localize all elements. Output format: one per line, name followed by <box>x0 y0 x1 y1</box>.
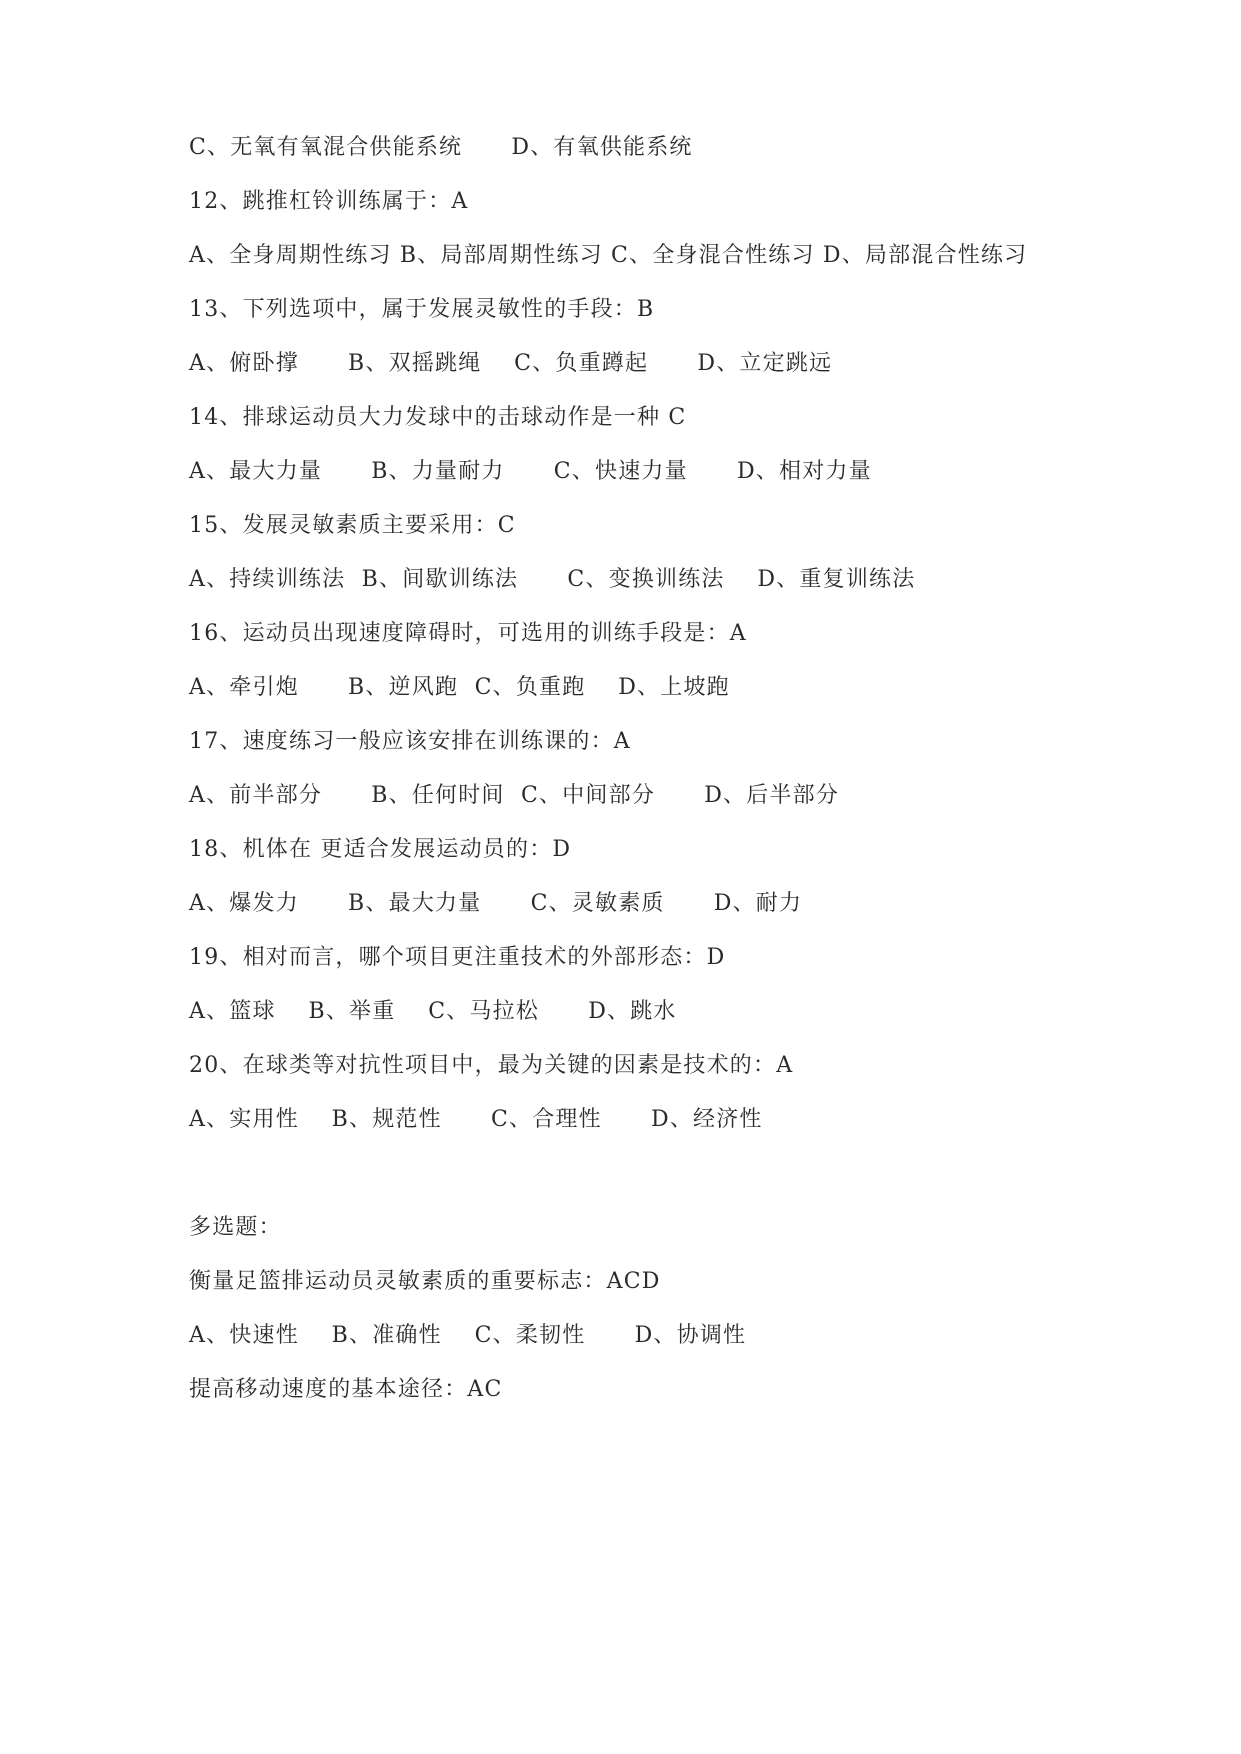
question-15: 15、发展灵敏素质主要采用：C <box>189 513 516 538</box>
q14-options: A、最大力量 B、力量耐力 C、快速力量 D、相对力量 <box>189 459 872 484</box>
q11-options-continued: C、无氧有氧混合供能系统 D、有氧供能系统 <box>189 135 693 160</box>
q20-options: A、实用性 B、规范性 C、合理性 D、经济性 <box>189 1107 763 1132</box>
q17-options: A、前半部分 B、任何时间 C、中间部分 D、后半部分 <box>189 783 840 808</box>
section-heading-multiple-choice: 多选题： <box>189 1215 282 1240</box>
question-19: 19、相对而言，哪个项目更注重技术的外部形态：D <box>189 945 726 970</box>
q19-options: A、篮球 B、举重 C、马拉松 D、跳水 <box>189 999 677 1024</box>
multi-question-2: 提高移动速度的基本途径：AC <box>189 1377 503 1402</box>
question-17: 17、速度练习一般应该安排在训练课的：A <box>189 729 631 754</box>
multi-question-1: 衡量足篮排运动员灵敏素质的重要标志：ACD <box>189 1269 661 1294</box>
question-18: 18、机体在 更适合发展运动员的：D <box>189 837 572 862</box>
question-13: 13、下列选项中，属于发展灵敏性的手段：B <box>189 297 655 322</box>
q15-options: A、持续训练法 B、间歇训练法 C、变换训练法 D、重复训练法 <box>189 567 916 592</box>
question-14: 14、排球运动员大力发球中的击球动作是一种 C <box>189 405 687 430</box>
q18-options: A、爆发力 B、最大力量 C、灵敏素质 D、耐力 <box>189 891 803 916</box>
question-12: 12、跳推杠铃训练属于：A <box>189 189 469 214</box>
q16-options: A、牵引炮 B、逆风跑 C、负重跑 D、上坡跑 <box>189 675 730 700</box>
q13-options: A、俯卧撑 B、双摇跳绳 C、负重蹲起 D、立定跳远 <box>189 351 833 376</box>
question-20: 20、在球类等对抗性项目中，最为关键的因素是技术的：A <box>189 1053 794 1078</box>
multi-question-1-options: A、快速性 B、准确性 C、柔韧性 D、协调性 <box>189 1323 747 1348</box>
question-16: 16、运动员出现速度障碍时，可选用的训练手段是：A <box>189 621 747 646</box>
q12-options: A、全身周期性练习 B、局部周期性练习 C、全身混合性练习 D、局部混合性练习 <box>189 243 1028 268</box>
